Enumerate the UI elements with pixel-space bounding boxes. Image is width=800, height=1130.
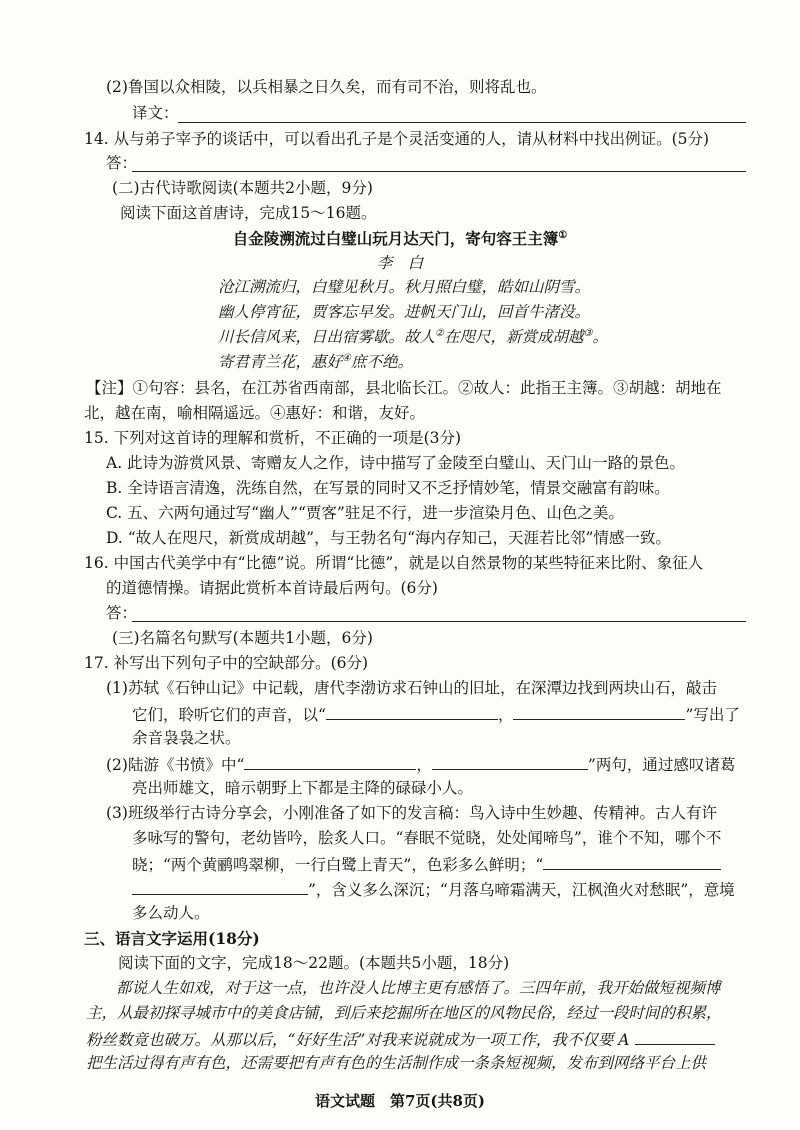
q13-2-sentence: (2)鲁国以众相陵，以兵相暴之日久矣，而有司不治，则将乱也。	[106, 78, 547, 96]
page-footer: 语文试题 第7页(共8页)	[314, 1092, 486, 1110]
q15-option-d[interactable]: D. “故人在咫尺，新赏成胡越”，与王勃名句“海内存知己，天涯若比邻”情感一致。	[106, 529, 671, 547]
q17-part-1-line-1: (1)苏轼《石钟山记》中记载，唐代李渤访求石钟山的旧址，在深潭边找到两块山石，敲击	[106, 679, 717, 697]
q15-option-a[interactable]: A. 此诗为游赏风景、寄赠友人之作，诗中描写了金陵至白璧山、天门山一路的景色。	[106, 454, 686, 472]
passage-blank-a[interactable]	[635, 1027, 715, 1045]
q17-blank-1[interactable]	[326, 702, 498, 720]
q17-stem: 17. 补写出下列句子中的空缺部分。(6分)	[84, 654, 369, 672]
poem-line-1: 沧江溯流归，白璧见秋月。秋月照白璧，皓如山阴雪。	[218, 278, 591, 296]
q16-line-1: 16. 中国古代美学中有“比德”说。所谓“比德”，就是以自然景物的某些特征来比附、象征人	[84, 554, 704, 572]
q17-part-3-line-1: (3)班级举行古诗分享会，小刚准备了如下的发言稿：鸟入诗中生妙趣、传精神。古人有许	[106, 804, 717, 822]
q13-2-translation-label: 译文：	[132, 104, 179, 122]
poem-notes-line-2: 北，越在南，喻相隔遥远。④惠好：和谐，友好。	[84, 404, 426, 422]
part-3-heading: 三、语言文字运用(18分)	[84, 929, 260, 948]
q17-part-1-line-2: 它们，聆听它们的声音，以“ ， ”写出了	[132, 702, 740, 727]
poem-title: 自金陵溯流过白璧山玩月达天门，寄句容王主簿①	[232, 229, 568, 248]
q17-part-2-line-2: 亮出师雄文，暗示朝野上下都是主降的碌碌小人。	[132, 779, 474, 797]
poem-notes-line-1: 【注】①句容：县名，在江苏省西南部，县北临长江。②故人：此指王主簿。③胡越：胡地在	[86, 379, 722, 397]
q17-part-3-line-3: 晓；“两个黄鹂鸣翠柳，一行白鹭上青天”，色彩多么鲜明；“	[132, 852, 721, 877]
poem-line-3: 川长信风来，日出宿雾歇。故人②在咫尺，新赏成胡越③。	[218, 327, 608, 346]
q16-answer-line[interactable]	[132, 621, 746, 622]
q17-part-3-line-4: ”，含义多么深沉；“月落乌啼霜满天，江枫渔火对愁眠”，意境	[132, 877, 735, 902]
q17-blank-6[interactable]	[132, 877, 308, 895]
passage-line-2: 主，从最初探寻城市中的美食店铺，到后来挖掘所在地区的风物民俗，经过一段时间的积累，	[86, 1004, 722, 1022]
q14-stem: 14. 从与弟子宰予的谈话中，可以看出孔子是个灵活变通的人，请从材料中找出例证。(5分)	[84, 130, 710, 148]
q17-part-2-line-1: (2)陆游《书愤》中“ ， ”两句，通过感叹诸葛	[106, 752, 735, 777]
q17-part-3-line-5: 多么动人。	[132, 904, 210, 922]
passage-line-3: 粉丝数竟也破万。从那以后，“好好生活”对我来说就成为一项工作，我不仅要 A	[86, 1027, 715, 1052]
passage-line-1: 都说人生如戏，对于这一点，也许没人比博主更有感悟了。三四年前，我开始做短视频博	[116, 979, 721, 997]
q14-answer-line[interactable]	[132, 171, 746, 172]
part-3-instruction: 阅读下面的文字，完成18～22题。(本题共5小题，18分)	[118, 954, 510, 972]
q17-blank-5[interactable]	[543, 852, 721, 870]
poem-line-4: 寄君青兰花，惠好④庶不绝。	[218, 352, 413, 371]
section-2-heading: (二)古代诗歌阅读(本题共2小题，9分)	[112, 179, 373, 197]
q17-part-1-line-3: 余音袅袅之状。	[132, 729, 241, 747]
q17-blank-3[interactable]	[244, 752, 416, 770]
section-2-instruction: 阅读下面这首唐诗，完成15～16题。	[120, 204, 377, 222]
q15-option-b[interactable]: B. 全诗语言清逸，洗练自然，在写景的同时又不乏抒情妙笔，情景交融富有韵味。	[106, 479, 670, 497]
section-3-heading: (三)名篇名句默写(本题共1小题，6分)	[112, 629, 373, 647]
poem-line-2: 幽人停宵征，贾客忘早发。进帆天门山，回首牛渚没。	[218, 303, 591, 321]
passage-line-4: 把生活过得有声有色，还需要把有声有色的生活制作成一条条短视频，发布到网络平台上供	[86, 1054, 707, 1072]
q16-answer-label: 答：	[106, 604, 138, 622]
q15-option-c[interactable]: C. 五、六两句通过写“幽人”“贾客”驻足不行，进一步渲染月色、山色之美。	[106, 504, 624, 522]
translation-answer-line[interactable]	[178, 122, 746, 123]
q17-blank-4[interactable]	[432, 752, 588, 770]
q14-answer-label: 答：	[106, 154, 138, 172]
q16-line-2: 的道德情操。请据此赏析本首诗最后两句。(6分)	[106, 579, 438, 597]
q17-part-3-line-2: 多咏写的警句，老幼皆吟，脍炙人口。“春眠不觉晓，处处闻啼鸟”，谁个不知，哪个不	[132, 829, 722, 847]
poem-author: 李 白	[376, 254, 424, 272]
q17-blank-2[interactable]	[513, 702, 685, 720]
q15-stem: 15. 下列对这首诗的理解和赏析，不正确的一项是(3分)	[84, 429, 462, 447]
